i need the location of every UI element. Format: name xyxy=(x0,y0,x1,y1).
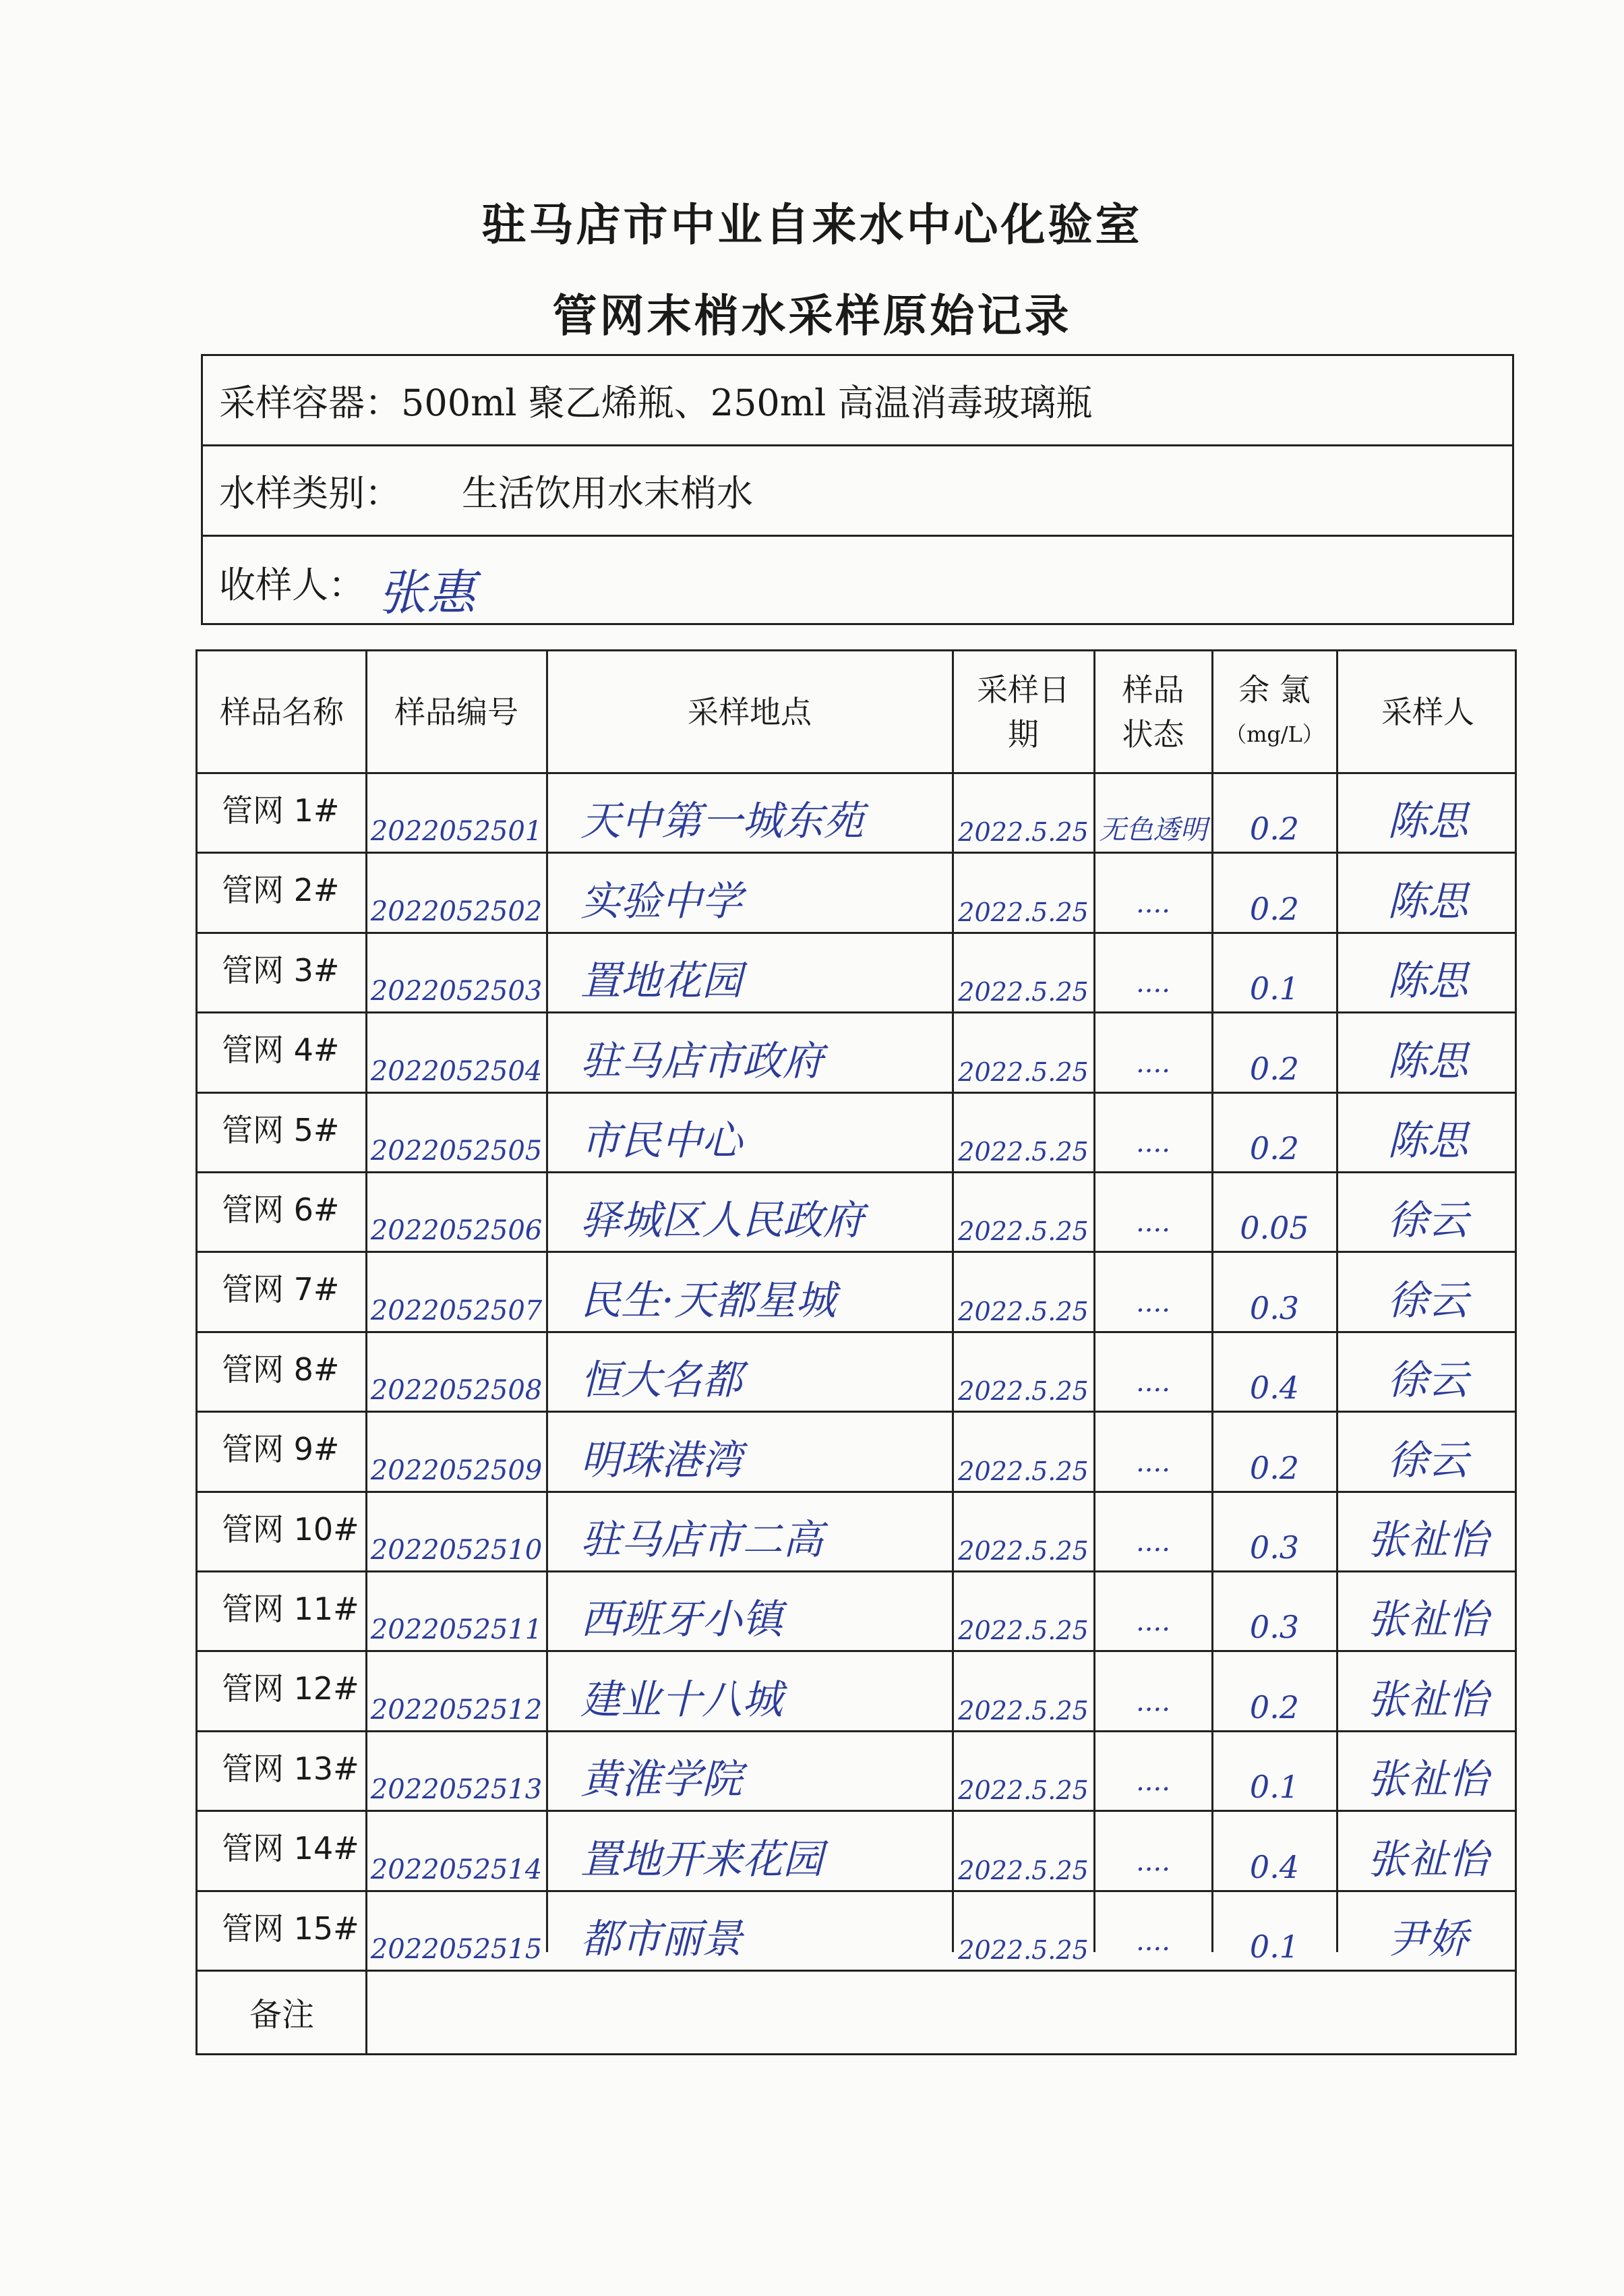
header-chlorine-line: 余 氯 xyxy=(1238,672,1311,708)
sample-code: 2022052512 xyxy=(370,1694,543,1726)
sample-location: 都市丽景 xyxy=(580,1915,742,1963)
sampler-name: 张祉怡 xyxy=(1367,1835,1488,1883)
sampler-name: 徐云 xyxy=(1387,1357,1468,1405)
sample-code: 2022052510 xyxy=(370,1534,543,1566)
sample-name: 管网 7# xyxy=(222,1271,340,1308)
sample-date: 2022.5.25 xyxy=(958,1456,1089,1486)
sample-date: 2022.5.25 xyxy=(958,1535,1089,1566)
sample-code: 2022052511 xyxy=(370,1614,543,1646)
sample-state: ···· xyxy=(1136,1135,1170,1167)
sample-date: 2022.5.25 xyxy=(958,1296,1089,1326)
sampler-name: 张祉怡 xyxy=(1367,1516,1488,1564)
sampler-name: 徐云 xyxy=(1387,1197,1468,1245)
header-date xyxy=(953,651,1094,773)
header-chlorine-line: （mg/L） xyxy=(1225,722,1324,747)
header-state-line: 状态 xyxy=(1122,716,1184,753)
sample-state: ···· xyxy=(1136,895,1170,927)
remark-value xyxy=(366,1970,1519,2053)
sample-code: 2022052506 xyxy=(370,1215,543,1247)
residual-chlorine: 0.3 xyxy=(1249,1289,1300,1326)
sample-location: 民生·天都星城 xyxy=(580,1276,837,1324)
sampler-name: 张祉怡 xyxy=(1367,1676,1488,1724)
sample-state: ···· xyxy=(1136,1215,1170,1247)
residual-chlorine: 0.3 xyxy=(1249,1609,1300,1646)
sample-location: 黄淮学院 xyxy=(580,1756,742,1804)
sample-location: 天中第一城东苑 xyxy=(580,798,864,846)
residual-chlorine: 0.1 xyxy=(1249,970,1300,1007)
header-date-line: 采样日 xyxy=(977,672,1070,708)
residual-chlorine: 0.4 xyxy=(1249,1370,1300,1407)
sample-code: 2022052504 xyxy=(370,1055,543,1087)
sample-location: 置地花园 xyxy=(580,958,742,1005)
sample-state: ···· xyxy=(1136,1454,1170,1486)
residual-chlorine: 0.2 xyxy=(1249,811,1300,848)
header-name-line: 样品名称 xyxy=(220,694,344,730)
sample-date: 2022.5.25 xyxy=(958,817,1089,848)
residual-chlorine: 0.2 xyxy=(1249,1129,1300,1167)
sample-location: 西班牙小镇 xyxy=(580,1596,783,1644)
sample-location: 驻马店市二高 xyxy=(580,1516,823,1564)
sample-location: 市民中心 xyxy=(580,1117,742,1165)
sample-name: 管网 2# xyxy=(222,872,340,909)
sample-date: 2022.5.25 xyxy=(958,1216,1089,1247)
sampler-name: 张祉怡 xyxy=(1367,1756,1488,1804)
sample-location: 建业十八城 xyxy=(580,1676,783,1724)
sampler-name: 徐云 xyxy=(1387,1436,1468,1484)
residual-chlorine: 0.3 xyxy=(1249,1529,1300,1566)
sample-name: 管网 1# xyxy=(222,792,340,829)
sample-state: ···· xyxy=(1136,1614,1170,1646)
residual-chlorine: 0.2 xyxy=(1249,1050,1300,1087)
sample-date: 2022.5.25 xyxy=(958,897,1089,927)
header-code-line: 样品编号 xyxy=(394,694,518,730)
sampler-name: 陈思 xyxy=(1387,877,1468,925)
sample-date: 2022.5.25 xyxy=(958,1136,1089,1167)
sampler-name: 张祉怡 xyxy=(1367,1596,1488,1644)
sampler-name: 尹娇 xyxy=(1387,1915,1468,1963)
sample-name: 管网 13# xyxy=(222,1750,359,1787)
sampler-name: 陈思 xyxy=(1387,798,1468,846)
sample-name: 管网 11# xyxy=(222,1591,359,1627)
residual-chlorine: 0.1 xyxy=(1249,1769,1300,1806)
sample-name: 管网 6# xyxy=(222,1191,340,1228)
sample-code: 2022052502 xyxy=(370,895,543,927)
sample-code: 2022052501 xyxy=(370,816,543,848)
header-name xyxy=(198,651,366,773)
sample-name: 管网 10# xyxy=(222,1510,359,1548)
residual-chlorine: 0.1 xyxy=(1249,1928,1300,1965)
sample-date: 2022.5.25 xyxy=(958,1616,1089,1646)
sample-code: 2022052509 xyxy=(370,1454,543,1486)
remark-label: 备注 xyxy=(249,1996,314,2034)
document-title: 驻马店市中业自来水中心化验室 xyxy=(481,199,1143,251)
residual-chlorine: 0.4 xyxy=(1249,1848,1300,1885)
sampler-name: 陈思 xyxy=(1387,1037,1468,1085)
header-location-line: 采样地点 xyxy=(688,694,812,730)
sample-date: 2022.5.25 xyxy=(958,1775,1089,1806)
sample-state: 无色透明 xyxy=(1099,815,1207,846)
sample-code: 2022052507 xyxy=(370,1295,543,1326)
sample-name: 管网 15# xyxy=(222,1910,359,1947)
info-box xyxy=(201,354,1514,625)
sample-location: 实验中学 xyxy=(580,877,742,925)
header-code xyxy=(366,651,547,773)
sample-name: 管网 5# xyxy=(222,1111,340,1148)
header-state xyxy=(1094,651,1212,773)
sample-location: 置地开来花园 xyxy=(580,1835,823,1883)
sample-table xyxy=(196,649,1517,2055)
sampler-name: 陈思 xyxy=(1387,958,1468,1005)
header-sampler xyxy=(1337,651,1519,773)
sample-location: 驿城区人民政府 xyxy=(580,1197,864,1245)
sample-state: ···· xyxy=(1136,1375,1170,1407)
sample-name: 管网 3# xyxy=(222,951,340,989)
sample-name: 管网 4# xyxy=(222,1032,340,1069)
sample-type-value: 生活饮用水末梢水 xyxy=(462,472,753,514)
sample-date: 2022.5.25 xyxy=(958,1855,1089,1885)
sampler-name: 陈思 xyxy=(1387,1117,1468,1165)
sample-date: 2022.5.25 xyxy=(958,1057,1089,1087)
sample-location: 明珠港湾 xyxy=(580,1436,742,1484)
sample-date: 2022.5.25 xyxy=(958,1935,1089,1965)
container-row xyxy=(203,356,1512,446)
sample-state: ···· xyxy=(1136,1854,1170,1885)
sample-location: 驻马店市政府 xyxy=(580,1037,823,1085)
container-label: 采样容器： xyxy=(219,382,401,424)
sample-name: 管网 14# xyxy=(222,1830,359,1867)
sample-state: ···· xyxy=(1136,976,1170,1007)
sample-state: ···· xyxy=(1136,1055,1170,1087)
header-location xyxy=(547,651,953,773)
sample-name: 管网 8# xyxy=(222,1351,340,1388)
receiver-label: 收样人： xyxy=(219,563,365,606)
sample-type-label: 水样类别： xyxy=(219,472,401,514)
sample-code: 2022052514 xyxy=(370,1854,543,1885)
sample-type-row xyxy=(203,446,1512,537)
sampler-name: 徐云 xyxy=(1387,1276,1468,1324)
residual-chlorine: 0.2 xyxy=(1249,1449,1300,1486)
sample-code: 2022052513 xyxy=(370,1774,543,1806)
receiver-row xyxy=(203,537,1512,627)
sample-location: 恒大名都 xyxy=(580,1357,742,1405)
sample-state: ···· xyxy=(1136,1694,1170,1726)
header-state-line: 样品 xyxy=(1122,672,1184,708)
sample-date: 2022.5.25 xyxy=(958,1376,1089,1407)
receiver-signature: 张惠 xyxy=(378,564,476,621)
sample-date: 2022.5.25 xyxy=(958,977,1089,1007)
sample-code: 2022052508 xyxy=(370,1375,543,1407)
residual-chlorine: 0.2 xyxy=(1249,1688,1300,1726)
residual-chlorine: 0.2 xyxy=(1249,890,1300,927)
sample-code: 2022052515 xyxy=(370,1933,543,1965)
sample-name: 管网 9# xyxy=(222,1431,340,1468)
residual-chlorine: 0.05 xyxy=(1240,1210,1309,1247)
sample-name: 管网 12# xyxy=(222,1670,359,1707)
header-sampler-line: 采样人 xyxy=(1381,694,1474,730)
sample-date: 2022.5.25 xyxy=(958,1695,1089,1726)
document-subtitle: 管网末梢水采样原始记录 xyxy=(552,290,1072,342)
sample-code: 2022052505 xyxy=(370,1135,543,1167)
sample-state: ···· xyxy=(1136,1295,1170,1326)
sample-state: ···· xyxy=(1136,1534,1170,1566)
header-date-line: 期 xyxy=(1008,716,1039,753)
header-chlorine xyxy=(1212,651,1337,773)
sample-code: 2022052503 xyxy=(370,976,543,1007)
sample-state: ···· xyxy=(1136,1774,1170,1806)
sample-state: ···· xyxy=(1136,1933,1170,1965)
container-value: 500ml 聚乙烯瓶、250ml 高温消毒玻璃瓶 xyxy=(401,382,1093,424)
